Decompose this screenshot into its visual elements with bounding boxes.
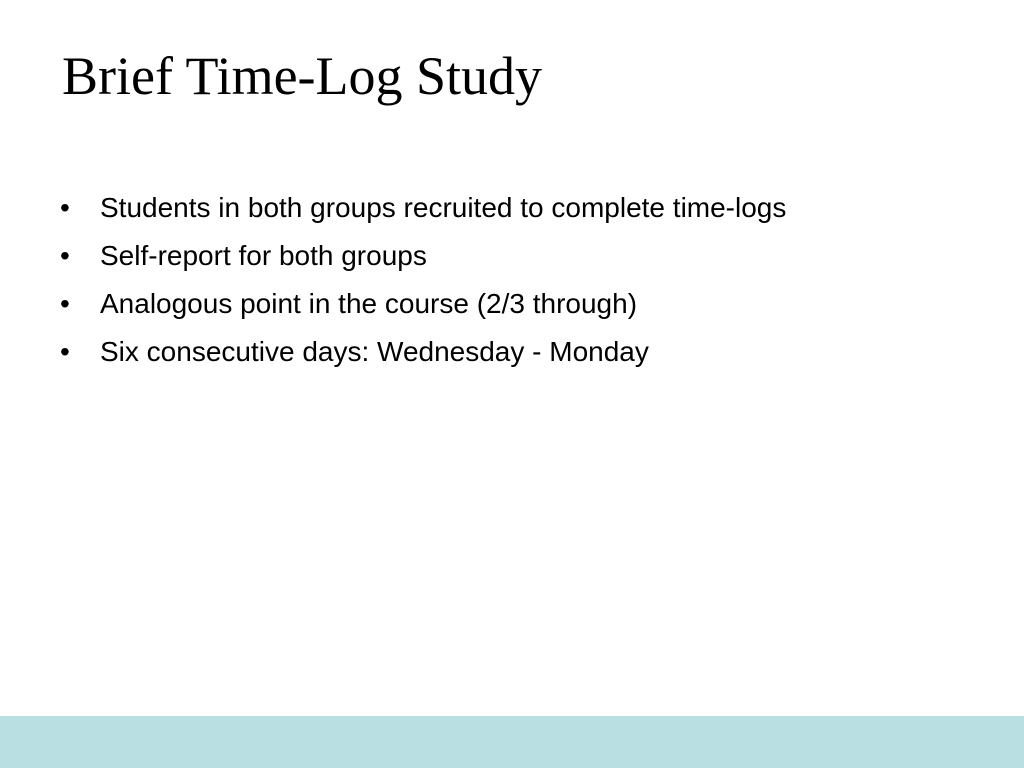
bullet-text: Analogous point in the course (2/3 through) [100, 288, 638, 319]
bullet-icon: • [60, 336, 70, 367]
bullet-item [60, 284, 786, 332]
bullet-text: Students in both groups recruited to complete time-logs [100, 192, 787, 223]
slide-title: Brief Time-Log Study [62, 46, 543, 106]
footer-band [0, 716, 1024, 768]
bullet-text: Self-report for both groups [100, 240, 427, 271]
bullet-icon: • [60, 192, 70, 223]
bullet-item [60, 332, 786, 380]
bullet-item [60, 188, 786, 236]
bullet-text: Six consecutive days: Wednesday - Monday [100, 336, 649, 367]
bullet-item [60, 236, 786, 284]
bullet-icon: • [60, 240, 70, 271]
bullet-list [60, 188, 786, 380]
bullet-icon: • [60, 288, 70, 319]
